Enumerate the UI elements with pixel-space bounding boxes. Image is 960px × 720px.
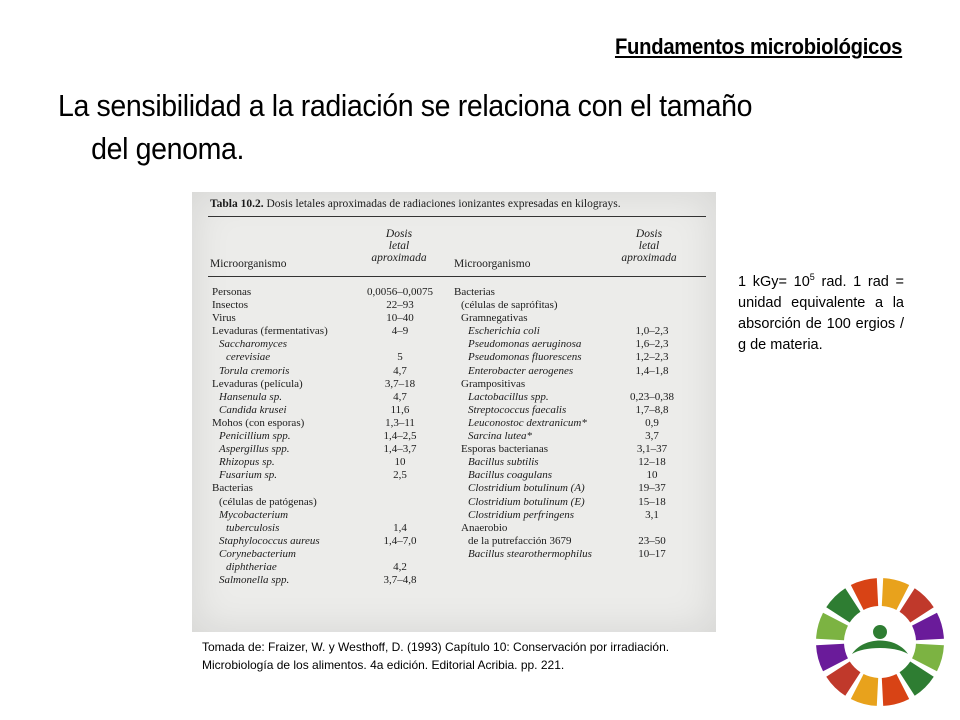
right-dose-cell: 3,1–37: [636, 443, 668, 456]
left-organism-cell: Salmonella spp.: [219, 574, 290, 587]
right-organism-cell: (células de saprófitas): [461, 299, 558, 312]
right-dose-cell: 10–17: [638, 547, 666, 560]
left-organism-cell: Hansenula sp.: [219, 390, 282, 403]
right-organism-cell: Bacillus coagulans: [468, 469, 553, 482]
unit-note-text: rad. 1 rad = unidad equivalente a la absorción de 100 ergios / g de materia.: [738, 274, 904, 353]
left-organism-cell: Fusarium sp.: [219, 469, 278, 482]
left-organism-cell: Virus: [212, 312, 236, 325]
left-dose-cell: 4,7: [393, 364, 407, 377]
right-dose-cell: 0,9: [645, 416, 659, 429]
emblem-head: [873, 625, 887, 639]
table-caption-text: Dosis letales aproximadas de radiaciones ionizantes expresadas en kilograys.: [266, 198, 621, 210]
left-column-header: Microorganismo: [210, 258, 287, 270]
left-dose-cell: 5: [397, 351, 403, 364]
left-dose-cell: [358, 548, 442, 561]
left-organism-cell: diphtheriae: [226, 560, 277, 573]
right-dose-cell: 1,0–2,3: [635, 325, 669, 338]
left-organism-cell: Penicillium spp.: [219, 430, 291, 443]
left-dose-header-line: Dosis: [385, 228, 413, 240]
right-organism-cell: Clostridium botulinum (A): [468, 482, 585, 495]
left-dose-header-line: letal: [388, 240, 410, 252]
source-citation: [202, 638, 669, 674]
left-dose-cell: 1,4–3,7: [383, 443, 417, 456]
left-dose-cell: 0,0056–0,0075: [367, 286, 433, 298]
right-organism-cell: Clostridium botulinum (E): [468, 495, 585, 508]
table-header-rule: [208, 276, 706, 277]
right-dose-cell: 1,7–8,8: [635, 403, 669, 416]
unit-note-prefix: 1 kGy= 10: [738, 274, 810, 290]
right-organism-cell: Sarcina lutea*: [468, 430, 533, 443]
right-organism-cell: Anaerobio: [461, 521, 508, 534]
right-dose-header-line: letal: [638, 240, 660, 252]
right-organism-cell: de la putrefacción 3679: [468, 534, 572, 547]
left-dose-cell: 1,4: [393, 521, 407, 534]
right-dose-header: [612, 228, 686, 264]
left-dose-cell: 10: [394, 456, 406, 469]
right-organism-cell: Pseudomonas aeruginosa: [468, 338, 582, 351]
table-caption-label: Tabla 10.2.: [210, 198, 264, 210]
scanned-table-image: [192, 192, 716, 632]
header-title: Fundamentos microbiológicos: [614, 34, 902, 59]
right-organism-column: [454, 286, 592, 561]
right-dose-column: [612, 286, 692, 561]
left-dose-cell: 1,4–7,0: [383, 534, 417, 547]
right-dose-cell: 19–37: [638, 482, 666, 495]
right-organism-cell: Bacterias: [454, 286, 495, 298]
left-dose-cell: 3,7–4,8: [383, 574, 417, 587]
left-organism-cell: Levaduras (película): [212, 377, 303, 390]
left-organism-cell: (células de patógenas): [219, 495, 317, 508]
left-organism-column: [212, 286, 328, 587]
right-dose-cell: [612, 378, 692, 391]
right-organism-cell: Clostridium perfringens: [468, 508, 575, 521]
left-dose-cell: 4–9: [391, 325, 409, 338]
right-dose-cell: 0,23–0,38: [630, 390, 674, 403]
right-organism-cell: Escherichia coli: [468, 325, 540, 338]
left-organism-cell: Aspergillus spp.: [219, 443, 290, 456]
unit-note-exponent: 5: [809, 272, 815, 283]
right-organism-cell: Esporas bacterianas: [461, 443, 549, 456]
left-organism-cell: Staphylococcus aureus: [219, 534, 320, 547]
right-dose-cell: [612, 286, 692, 299]
left-dose-cell: 1,4–2,5: [383, 430, 417, 443]
left-dose-cell: [358, 496, 442, 509]
left-dose-header: [362, 228, 436, 264]
left-organism-cell: Torula cremoris: [219, 364, 290, 377]
left-organism-cell: tuberculosis: [226, 521, 280, 534]
right-dose-cell: 1,2–2,3: [635, 351, 669, 364]
headline-line-1: La sensibilidad a la radiación se relaciona con el tamaño: [58, 88, 753, 123]
right-organism-cell: Bacillus subtilis: [468, 456, 539, 469]
food-safety-emblem-icon: [814, 576, 946, 708]
right-dose-cell: 3,7: [645, 430, 659, 443]
right-organism-cell: Grampositivas: [461, 377, 526, 390]
right-dose-header-line: Dosis: [635, 228, 663, 240]
left-organism-cell: Insectos: [212, 299, 249, 312]
right-dose-cell: [612, 522, 692, 535]
headline-line-2: del genoma.: [91, 131, 245, 166]
right-dose-cell: 12–18: [638, 456, 666, 469]
left-dose-cell: 10–40: [386, 312, 414, 325]
source-citation-line: Microbiología de los alimentos. 4a edición. Editorial Acribia. pp. 221.: [202, 658, 565, 672]
right-dose-cell: 10: [646, 469, 658, 482]
right-dose-cell: 3,1: [645, 508, 659, 521]
left-organism-cell: Mycobacterium: [219, 508, 289, 521]
right-dose-cell: 15–18: [638, 495, 666, 508]
left-dose-header-line: aproximada: [371, 252, 427, 264]
right-organism-cell: Leuconostoc dextranicum*: [468, 416, 587, 429]
right-dose-cell: 1,4–1,8: [635, 364, 669, 377]
left-dose-cell: 2,5: [393, 469, 407, 482]
right-organism-cell: Enterobacter aerogenes: [468, 364, 574, 377]
right-organism-cell: Pseudomonas fluorescens: [468, 351, 582, 364]
left-organism-cell: Candida krusei: [219, 403, 287, 416]
right-dose-cell: [612, 299, 692, 312]
left-dose-cell: 3,7–18: [384, 377, 416, 390]
left-dose-cell: [358, 482, 442, 495]
left-dose-cell: 4,7: [393, 390, 407, 403]
left-organism-cell: Bacterias: [212, 482, 253, 495]
left-organism-cell: Mohos (con esporas): [212, 416, 305, 429]
right-organism-cell: Bacillus stearothermophilus: [468, 547, 592, 560]
right-dose-cell: 23–50: [638, 534, 666, 547]
left-dose-cell: 4,2: [393, 560, 407, 573]
left-dose-cell: 22–93: [386, 299, 414, 312]
table-top-rule: [208, 216, 706, 217]
right-dose-cell: 1,6–2,3: [635, 338, 669, 351]
left-organism-cell: Saccharomyces: [219, 338, 288, 351]
right-organism-cell: Gramnegativas: [461, 312, 528, 325]
left-dose-cell: [358, 338, 442, 351]
left-dose-cell: 11,6: [390, 403, 410, 416]
right-column-header: Microorganismo: [454, 258, 531, 270]
right-dose-cell: [612, 312, 692, 325]
right-organism-cell: Streptococcus faecalis: [468, 403, 567, 416]
left-dose-cell: [358, 509, 442, 522]
left-organism-cell: cerevisiae: [226, 351, 271, 364]
right-organism-cell: Lactobacillus spp.: [468, 390, 549, 403]
left-organism-cell: Rhizopus sp.: [219, 456, 275, 469]
unit-note: [738, 272, 904, 356]
source-citation-line: Tomada de: Fraizer, W. y Westhoff, D. (1993) Capítulo 10: Conservación por irradiación.: [202, 640, 670, 654]
right-dose-header-line: aproximada: [621, 252, 677, 264]
left-organism-cell: Levaduras (fermentativas): [212, 325, 328, 338]
left-dose-cell: 1,3–11: [385, 416, 415, 429]
left-organism-cell: Personas: [212, 286, 252, 298]
table-caption: [210, 198, 621, 210]
left-dose-column: [358, 286, 442, 587]
slide-headline: [58, 84, 908, 170]
left-organism-cell: Corynebacterium: [219, 547, 296, 560]
